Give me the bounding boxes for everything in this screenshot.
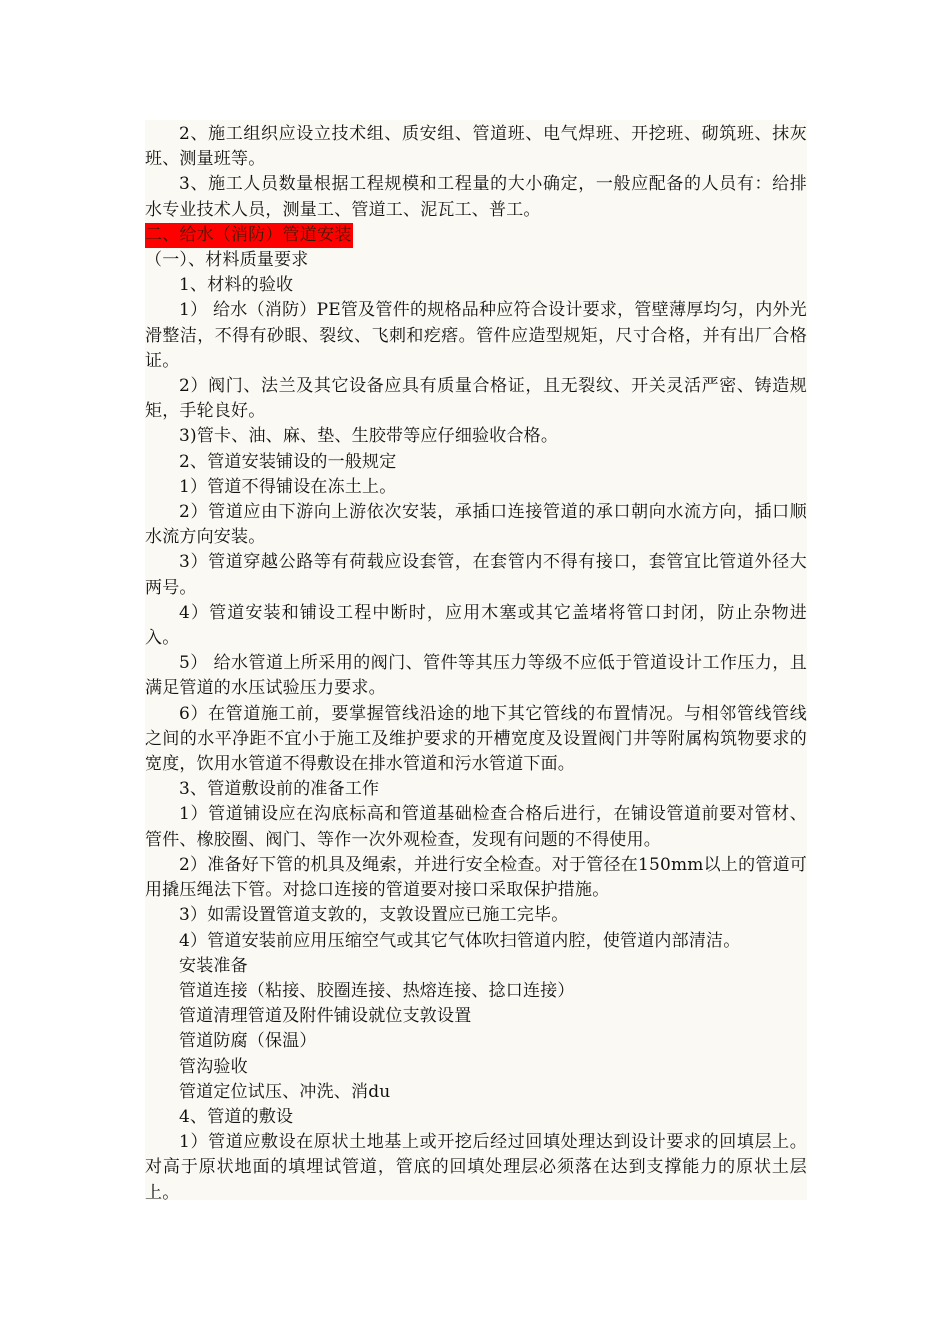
paragraph: 1）管道铺设应在沟底标高和管道基础检查合格后进行，在铺设管道前要对管材、管件、橡胶圈、阀门、等作一次外观检查，发现有问题的不得使用。 <box>145 804 807 850</box>
paragraph: 1）管道不得铺设在冻土上。 <box>179 476 397 497</box>
paragraph: 4）管道安装前应用压缩空气或其它气体吹扫管道内腔，使管道内部清洁。 <box>179 930 741 951</box>
paragraph: 3)管卡、油、麻、垫、生胶带等应仔细验收合格。 <box>179 426 559 447</box>
paragraph: 6）在管道施工前，要掌握管线沿途的地下其它管线的布置情况。与相邻管线管线之间的水平净距不宜小于施工及维护要求的开槽宽度及设置阀门井等附属构筑物要求的宽度，饮用水管道不得敷设在排水管道和污水管道下面。 <box>145 703 807 775</box>
paragraph: 4、管道的敷设 <box>179 1106 294 1127</box>
paragraph: 2）准备好下管的机具及绳索，并进行安全检查。对于管径在150mm以上的管道可用撬压绳法下管。对捻口连接的管道要对接口采取保护措施。 <box>145 854 807 901</box>
paragraph: 2、施工组织应设立技术组、质安组、管道班、电气焊班、开挖班、砌筑班、抹灰班、测量班等。 <box>145 124 807 170</box>
section-heading <box>145 223 807 248</box>
paragraph: 3）如需设置管道支敦的，支敦设置应已施工完毕。 <box>179 905 569 926</box>
flow-step: 管道防腐（保温） <box>179 1031 317 1052</box>
flow-step: 管道定位试压、冲洗、消du <box>179 1081 391 1102</box>
paragraph: 2）阀门、法兰及其它设备应具有质量合格证，且无裂纹、开关灵活严密、铸造规矩，手轮良好。 <box>145 376 807 422</box>
flow-step: 管沟验收 <box>179 1056 248 1077</box>
paragraph: 1）管道应敷设在原状土地基上或开挖后经过回填处理达到设计要求的回填层上。对高于原状地面的填埋试管道，管底的回填处理层必须落在达到支撑能力的原状土层上。 <box>145 1132 807 1203</box>
paragraph: 1、材料的验收 <box>179 275 294 296</box>
document-body <box>145 122 807 1206</box>
paragraph: 1） 给水（消防）PE管及管件的规格品种应符合设计要求，管壁薄厚均匀，内外光滑整洁，不得有砂眼、裂纹、飞刺和疙瘩。管件应造型规矩，尺寸合格，并有出厂合格证。 <box>145 300 807 371</box>
flow-step: 安装准备 <box>179 955 248 976</box>
flow-step: 管道连接（粘接、胶圈连接、热熔连接、捻口连接） <box>179 980 575 1001</box>
paragraph: 3、管道敷设前的准备工作 <box>179 779 380 800</box>
section-heading-text: 二、给水（消防）管道安装 <box>145 223 353 248</box>
flow-step: 管道清理管道及附件铺设就位支敦设置 <box>179 1006 472 1027</box>
subsection-heading: （一）、材料质量要求 <box>145 250 309 271</box>
paragraph: 3、施工人员数量根据工程规模和工程量的大小确定，一般应配备的人员有：给排水专业技术人员，测量工、管道工、泥瓦工、普工。 <box>145 174 807 220</box>
paragraph: 5） 给水管道上所采用的阀门、管件等其压力等级不应低于管道设计工作压力，且满足管道的水压试验压力要求。 <box>145 653 807 699</box>
paragraph: 2）管道应由下游向上游依次安装，承插口连接管道的承口朝向水流方向，插口顺水流方向安装。 <box>145 502 807 548</box>
paragraph: 2、管道安装铺设的一般规定 <box>179 451 397 472</box>
paragraph: 3）管道穿越公路等有荷载应设套管，在套管内不得有接口，套管宜比管道外径大两号。 <box>145 552 807 598</box>
paragraph: 4）管道安装和铺设工程中断时，应用木塞或其它盖堵将管口封闭，防止杂物进入。 <box>145 602 807 649</box>
